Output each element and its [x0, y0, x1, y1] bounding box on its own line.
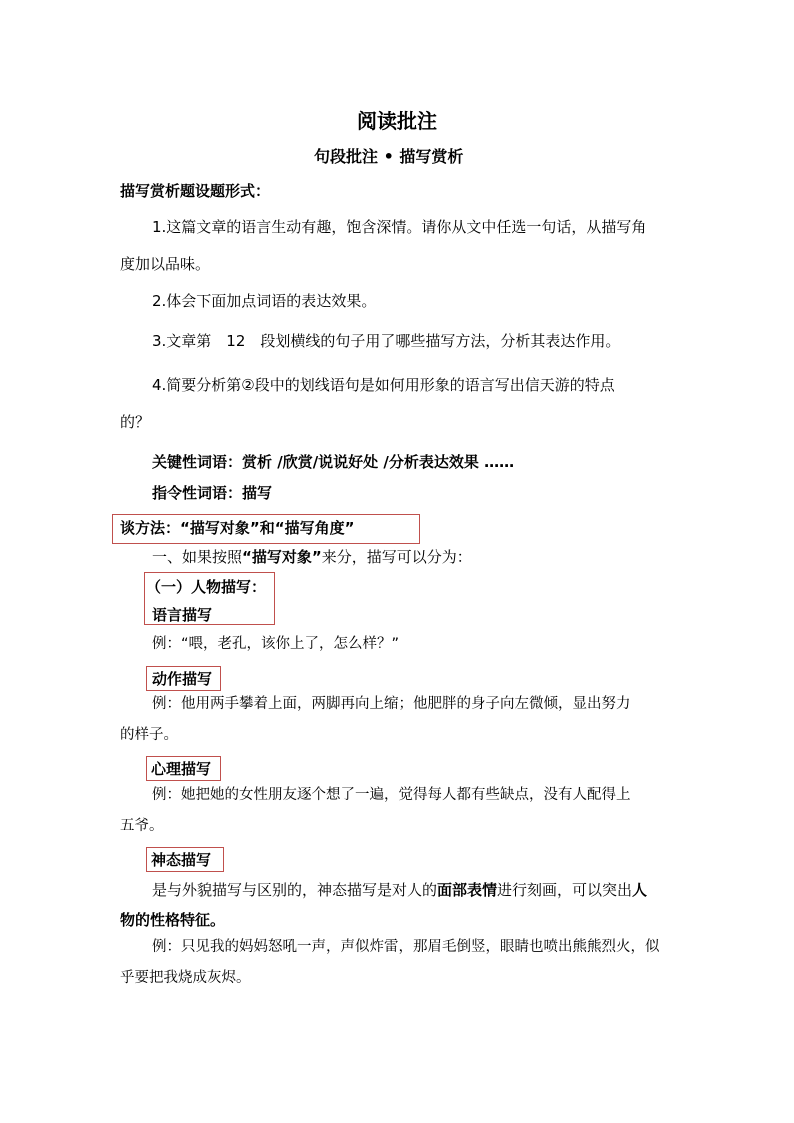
mental-example-line-2: 五爷。 — [120, 818, 164, 834]
mental-label: 心理描写 — [151, 760, 212, 778]
expression-desc-end: 人 — [632, 881, 648, 899]
expression-desc-bold: 面部表情 — [437, 881, 498, 899]
object-intro — [152, 547, 472, 567]
keywords-line: 关键性词语：赏析 /欣赏/说说好处 /分析表达效果 …… — [152, 453, 515, 471]
question-4-line-2: 的？ — [120, 413, 151, 431]
instruction-words-line: 指令性词语：描写 — [152, 484, 273, 502]
mental-example-line-1: 例：她把她的女性朋友逐个想了一遍，觉得每人都有些缺点，没有人配得上 — [152, 787, 631, 803]
object-intro-post: 来分，描写可以分为： — [321, 548, 472, 566]
page-subtitle: 句段批注 • 描写赏析 — [314, 147, 464, 166]
question-4-line-1: 4.简要分析第②段中的划线语句是如何用形象的语言写出信天游的特点 — [152, 376, 615, 394]
expression-label: 神态描写 — [151, 851, 212, 869]
expression-example-line-2: 乎要把我烧成灰烬。 — [120, 970, 251, 986]
section-heading: 描写赏析题设题形式： — [120, 182, 271, 200]
object-intro-bold: “描写对象” — [242, 548, 322, 566]
method-heading: 谈方法：“描写对象”和“描写角度” — [120, 519, 355, 537]
expression-description-line-2: 物的性格特征。 — [120, 911, 226, 929]
person-heading: （一）人物描写： — [146, 578, 267, 596]
action-label: 动作描写 — [152, 670, 213, 688]
expression-desc-mid: 进行刻画，可以突出 — [497, 881, 633, 899]
speech-example: 例：“喂，老孔，该你上了，怎么样？” — [152, 636, 400, 652]
object-intro-pre: 一、如果按照 — [152, 548, 243, 566]
expression-description-line-1 — [152, 880, 647, 900]
expression-example-line-1: 例：只见我的妈妈怒吼一声，声似炸雷，那眉毛倒竖，眼睛也喷出熊熊烈火，似 — [152, 939, 660, 955]
question-3: 3.文章第 12 段划横线的句子用了哪些描写方法，分析其表达作用。 — [152, 332, 621, 350]
speech-label: 语言描写 — [152, 606, 213, 624]
action-example-line-1: 例：他用两手攀着上面，两脚再向上缩；他肥胖的身子向左微倾，显出努力 — [152, 696, 631, 712]
page-title: 阅读批注 — [357, 109, 437, 133]
action-example-line-2: 的样子。 — [120, 727, 178, 743]
question-1-line-1: 1.这篇文章的语言生动有趣，饱含深情。请你从文中任选一句话，从描写角 — [152, 218, 647, 236]
question-1-line-2: 度加以品味。 — [120, 255, 211, 273]
expression-desc-pre: 是与外貌描写与区别的，神态描写是对人的 — [152, 881, 438, 899]
question-2: 2.体会下面加点词语的表达效果。 — [152, 292, 377, 310]
